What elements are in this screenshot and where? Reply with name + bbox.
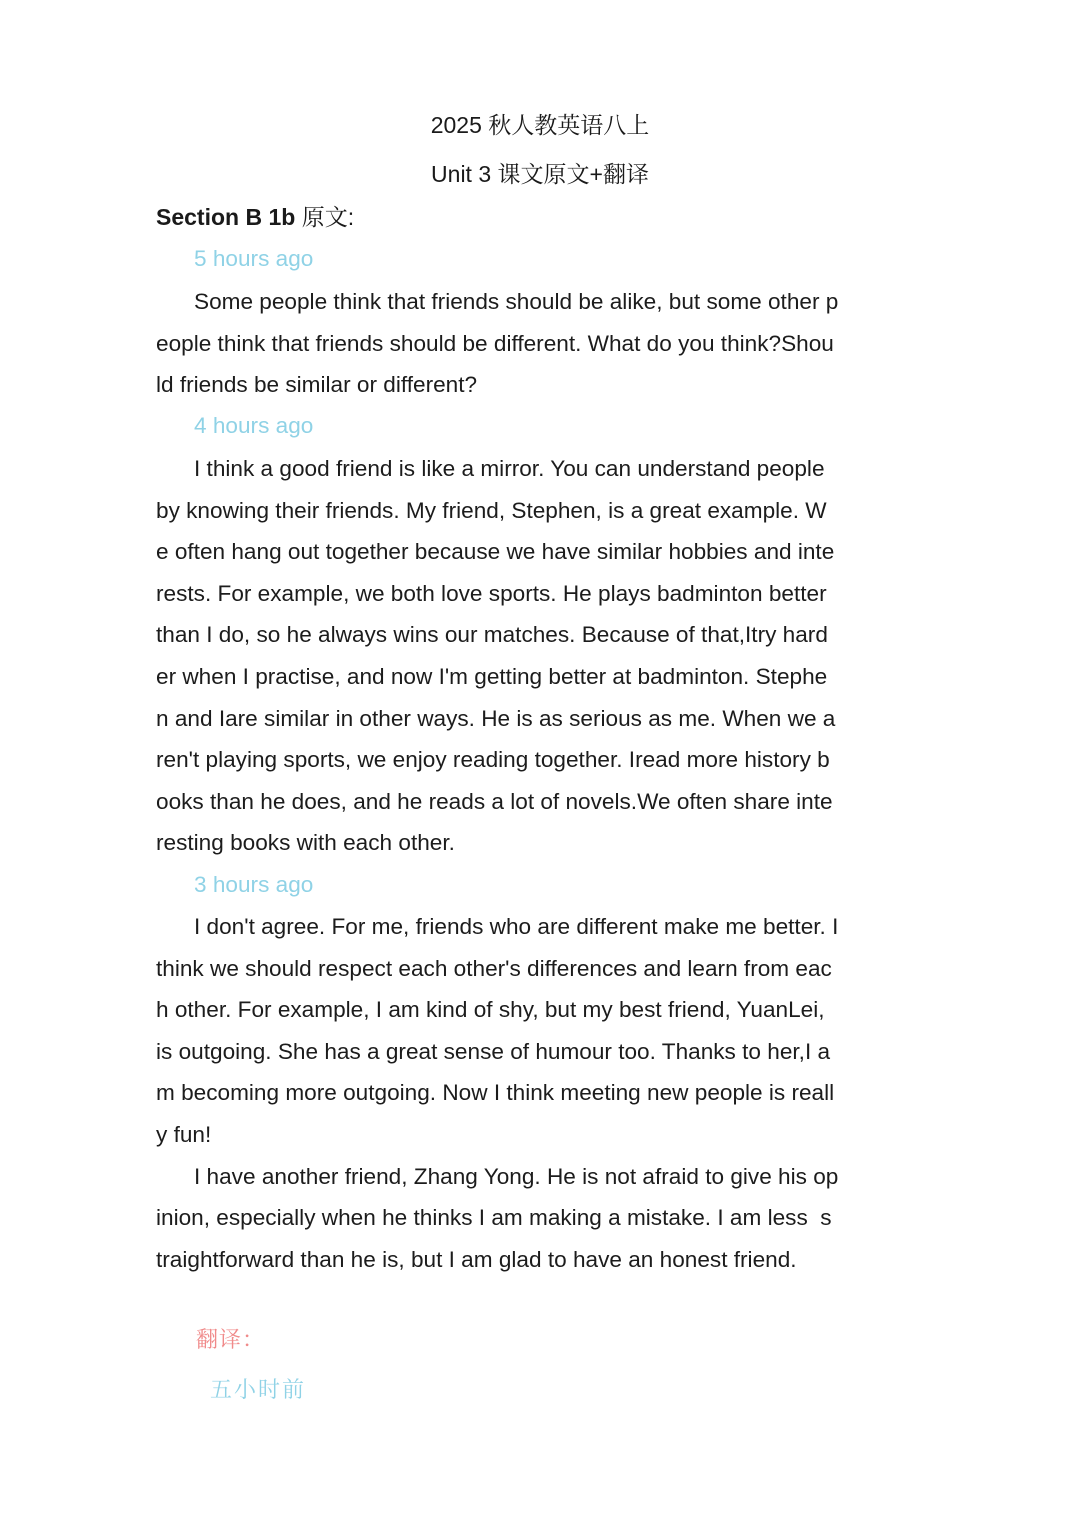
paragraph-line: e often hang out together because we have similar hobbies and inte: [156, 539, 835, 565]
post-body: [156, 448, 926, 864]
paragraph-line: ooks than he does, and he reads a lot of novels.We often share inte: [156, 788, 833, 814]
section-label-suffix: 原文:: [295, 204, 355, 230]
paragraph-line: eople think that friends should be different. What do you think?Shou: [156, 330, 834, 356]
translation-timestamp: 五小时前: [210, 1378, 307, 1403]
paragraph-line: I don't agree. For me, friends who are different make me better. I: [194, 914, 839, 939]
paragraph-line: n and Iare similar in other ways. He is as serious as me. When we a: [156, 705, 836, 731]
paragraph-line: I think a good friend is like a mirror. You can understand people: [194, 456, 825, 481]
paragraph-line: ld friends be similar or different?: [156, 372, 478, 398]
post-timestamp: 4 hours ago: [194, 413, 314, 438]
translation-label: 翻译：: [196, 1328, 266, 1353]
section-label: Section B 1b: [156, 204, 296, 230]
paragraph-line: rests. For example, we both love sports. He plays badminton better: [156, 580, 827, 606]
document-title: 2025 秋人教英语八上: [430, 112, 650, 138]
paragraph-line: is outgoing. She has a great sense of humour too. Thanks to her,I a: [156, 1038, 831, 1064]
paragraph-line: traightforward than he is, but I am glad to have an honest friend.: [156, 1246, 797, 1272]
post-body: [156, 906, 926, 1280]
paragraph-line: ren't playing sports, we enjoy reading together. Iread more history b: [156, 747, 830, 773]
paragraph-line: m becoming more outgoing. Now I think meeting new people is reall: [156, 1080, 835, 1106]
post-body: [156, 281, 926, 406]
paragraph-line: than I do, so he always wins our matches. Because of that,Itry hard: [156, 622, 828, 648]
section-heading: [156, 202, 354, 232]
paragraph-line: resting books with each other.: [156, 830, 455, 856]
paragraph-line: er when I practise, and now I'm getting better at badminton. Stephe: [156, 663, 828, 689]
paragraph-line: I have another friend, Zhang Yong. He is not afraid to give his op: [194, 1163, 839, 1189]
post-timestamp: 3 hours ago: [194, 872, 314, 897]
document-subtitle: Unit 3 课文原文+翻译: [431, 161, 649, 187]
paragraph-line: y fun!: [156, 1121, 212, 1147]
paragraph-line: h other. For example, I am kind of shy, but my best friend, YuanLei,: [156, 997, 825, 1023]
paragraph-line: by knowing their friends. My friend, Stephen, is a great example. W: [156, 497, 827, 523]
post-timestamp: 5 hours ago: [194, 246, 314, 271]
paragraph-line: inion, especially when he thinks I am making a mistake. I am less s: [156, 1205, 832, 1231]
paragraph-line: think we should respect each other's differences and learn from eac: [156, 955, 832, 981]
paragraph-line: Some people think that friends should be alike, but some other p: [194, 289, 839, 314]
